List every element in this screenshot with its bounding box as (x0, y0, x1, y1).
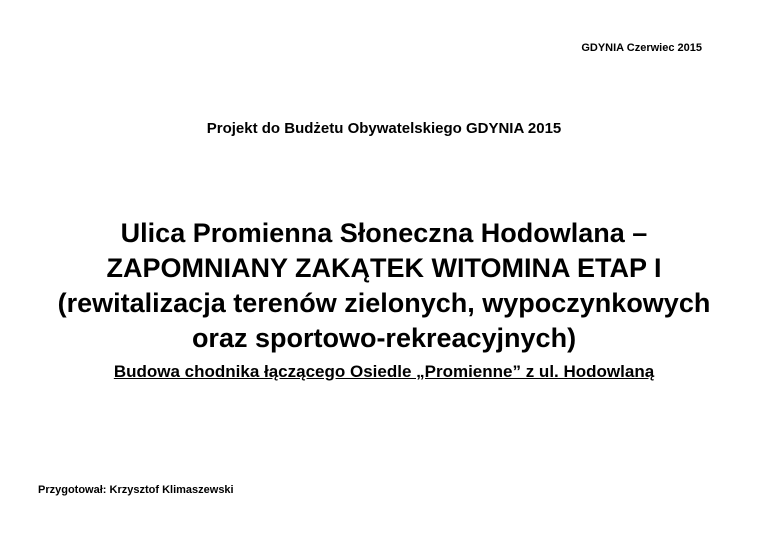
title-line-1: Ulica Promienna Słoneczna Hodowlana – (120, 218, 648, 248)
title-line-2: ZAPOMNIANY ZAKĄTEK WITOMINA ETAP I (106, 253, 662, 283)
project-label: Projekt do Budżetu Obywatelskiego GDYNIA 2015 (206, 120, 562, 137)
title-line-4: oraz sportowo-rekreacyjnych) (191, 323, 577, 353)
author-credit: Przygotował: Krzysztof Klimaszewski (38, 484, 234, 496)
document-subtitle: Budowa chodnika łączącego Osiedle „Promienne” z ul. Hodowlaną (113, 362, 655, 381)
document-date: GDYNIA Czerwiec 2015 (581, 42, 702, 54)
title-line-3: (rewitalizacja terenów zielonych, wypoczynkowych (57, 288, 711, 318)
document-title (0, 216, 768, 356)
